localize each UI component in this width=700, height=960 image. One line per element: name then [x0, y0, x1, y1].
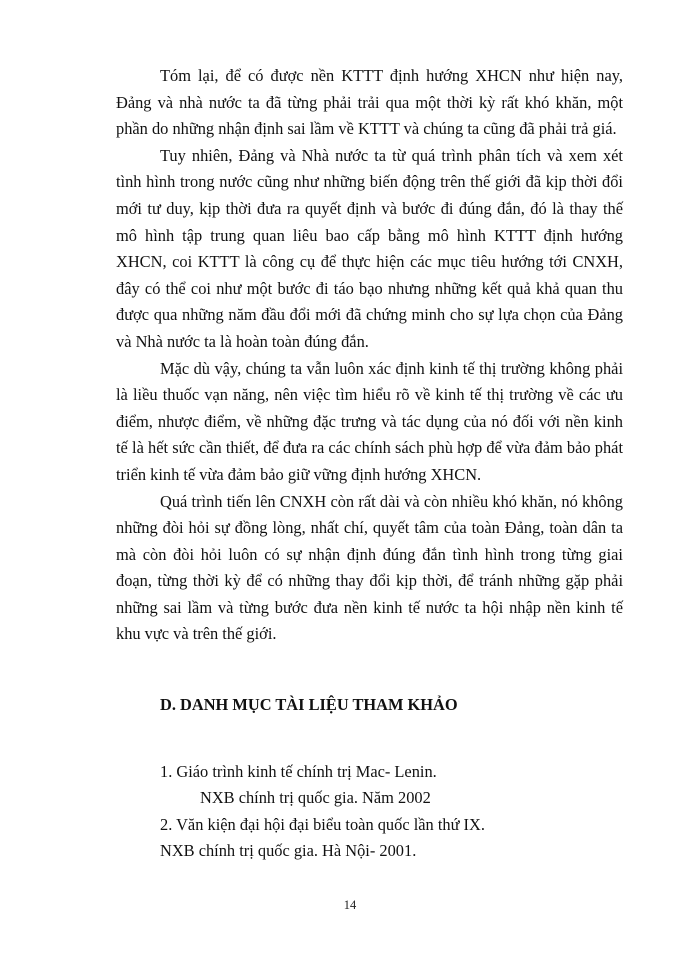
reference-2-title: 2. Văn kiện đại hội đại biểu toàn quốc lần thứ IX.	[160, 814, 485, 834]
paragraph-conclusion-1: Tóm lại, để có được nền KTTT định hướng XHCN như hiện nay, Đảng và nhà nước ta đã từng phải trải qua một thời kỳ rất khó khăn, một phần do những nhận định sai lầm về KTTT và chúng ta cũng đã phải trả giá.	[116, 66, 623, 139]
page-number: 14	[343, 898, 357, 912]
section-heading-references: D. DANH MỤC TÀI LIỆU THAM KHẢO	[160, 695, 458, 715]
reference-1-publisher: NXB chính trị quốc gia. Năm 2002	[200, 788, 431, 808]
page-content	[116, 63, 623, 865]
reference-1-title: 1. Giáo trình kinh tế chính trị Mac- Lenin.	[160, 761, 437, 781]
reference-2-publisher: NXB chính trị quốc gia. Hà Nội- 2001.	[160, 841, 417, 861]
paragraph-conclusion-4: Quá trình tiến lên CNXH còn rất dài và còn nhiều khó khăn, nó không những đòi hỏi sự đồng lòng, nhất chí, quyết tâm của toàn Đảng, toàn dân ta mà còn đòi hỏi luôn có sự nhận định đúng đắn tình hình trong từng giai đoạn, từng thời kỳ để có những thay đổi kịp thời, để tránh những gặp phải những sai lầm và từng bước đưa nền kinh tế nước ta hội nhập nền kinh tế khu vực và trên thế giới.	[116, 491, 623, 644]
paragraph-conclusion-3: Mặc dù vậy, chúng ta vẫn luôn xác định kinh tế thị trường không phải là liều thuốc vạn năng, nên việc tìm hiểu rõ về kinh tế thị trường về các ưu điểm, nhược điểm, về những đặc trưng và tác dụng của nó đối với nền kinh tế là hết sức cần thiết, để đưa ra các chính sách phù hợp để vừa đảm bảo phát triển kinh tế vừa đảm bảo giữ vững định hướng XHCN.	[116, 358, 623, 484]
reference-list	[116, 759, 623, 865]
paragraph-conclusion-2: Tuy nhiên, Đảng và Nhà nước ta từ quá trình phân tích và xem xét tình hình trong nước cũng như những biến động trên thế giới đã kịp thời đổi mới tư duy, kịp thời đưa ra quyết định và bước đi đúng đắn, đó là thay thế mô hình tập trung quan liêu bao cấp bằng mô hình KTTT định hướng XHCN, coi KTTT là công cụ để thực hiện các mục tiêu hướng tới CNXH, đây có thể coi như một bước đi táo bạo nhưng những kết quả khả quan thu được qua những năm đầu đổi mới đã chứng minh cho sự lựa chọn của Đảng và Nhà nước ta là hoàn toàn đúng đắn.	[116, 145, 623, 351]
